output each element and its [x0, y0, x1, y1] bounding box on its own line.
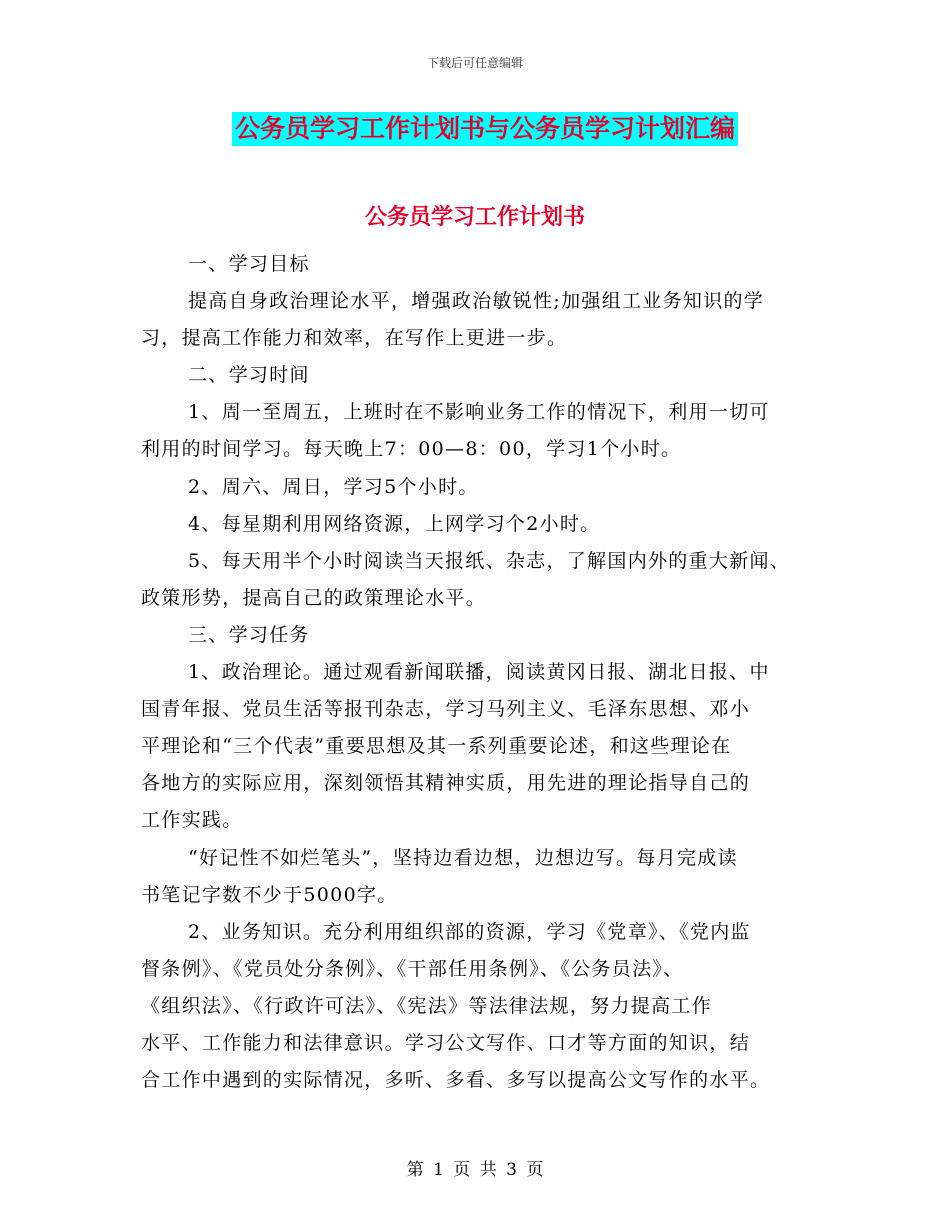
paragraph-line: 《组织法》、《行政许可法》、《宪法》等法律法规，努力提高工作	[141, 994, 713, 1017]
paragraph-line: 工作实践。	[141, 809, 243, 832]
paragraph-line: 利用的时间学习。每天晚上7：00—8：00，学习1个小时。	[141, 438, 682, 461]
paragraph-line: 习，提高工作能力和效率，在写作上更进一步。	[141, 327, 568, 350]
paragraph-line: 政策形势，提高自己的政策理论水平。	[141, 586, 487, 609]
section-title: 公务员学习工作计划书	[364, 205, 585, 230]
paragraph-line: 平理论和“三个代表”重要思想及其一系列重要论述，和这些理论在	[141, 735, 732, 758]
paragraph-line: 国青年报、党员生活等报刊杂志，学习马列主义、毛泽东思想、邓小	[141, 698, 751, 721]
heading-study-time: 二、学习时间	[188, 364, 310, 387]
paragraph-line: 1、政治理论。通过观看新闻联播，阅读黄冈日报、湖北日报、中	[188, 661, 770, 684]
paragraph-line: 合工作中遇到的实际情况，多听、多看、多写以提高公文写作的水平。	[141, 1069, 771, 1092]
paragraph-line: 5、每天用半个小时阅读当天报纸、杂志，了解国内外的重大新闻、	[188, 549, 791, 572]
heading-study-goal: 一、学习目标	[188, 253, 310, 275]
paragraph-line: 各地方的实际应用，深刻领悟其精神实质，用先进的理论指导自己的	[141, 772, 751, 795]
paragraph-line: 1、周一至周五，上班时在不影响业务工作的情况下，利用一切可	[188, 401, 770, 424]
paragraph-line: 2、业务知识。充分利用组织部的资源，学习《党章》、《党内监	[188, 920, 751, 943]
header-note: 下载后可任意编辑	[426, 56, 523, 70]
paragraph-line: 督条例》、《党员处分条例》、《干部任用条例》、《公务员法》、	[141, 957, 684, 980]
document-body	[141, 246, 821, 1099]
paragraph-line: 水平、工作能力和法律意识。学习公文写作、口才等方面的知识，结	[141, 1031, 751, 1054]
document-main-title: 公务员学习工作计划书与公务员学习计划汇编	[232, 112, 738, 146]
paragraph-line: 2、周六、周日，学习5个小时。	[188, 475, 479, 498]
paragraph-line: “好记性不如烂笔头”，坚持边看边想，边想边写。每月完成读	[188, 846, 738, 869]
paragraph-line: 提高自身政治理论水平，增强政治敏锐性;加强组工业务知识的学	[188, 290, 765, 313]
paragraph-line: 书笔记字数不少于5000字。	[141, 883, 398, 906]
page-number-footer: 第 1 页 共 3 页	[406, 1160, 544, 1180]
heading-study-tasks: 三、学习任务	[188, 623, 310, 646]
paragraph-line: 4、每星期利用网络资源，上网学习个2小时。	[188, 512, 601, 535]
